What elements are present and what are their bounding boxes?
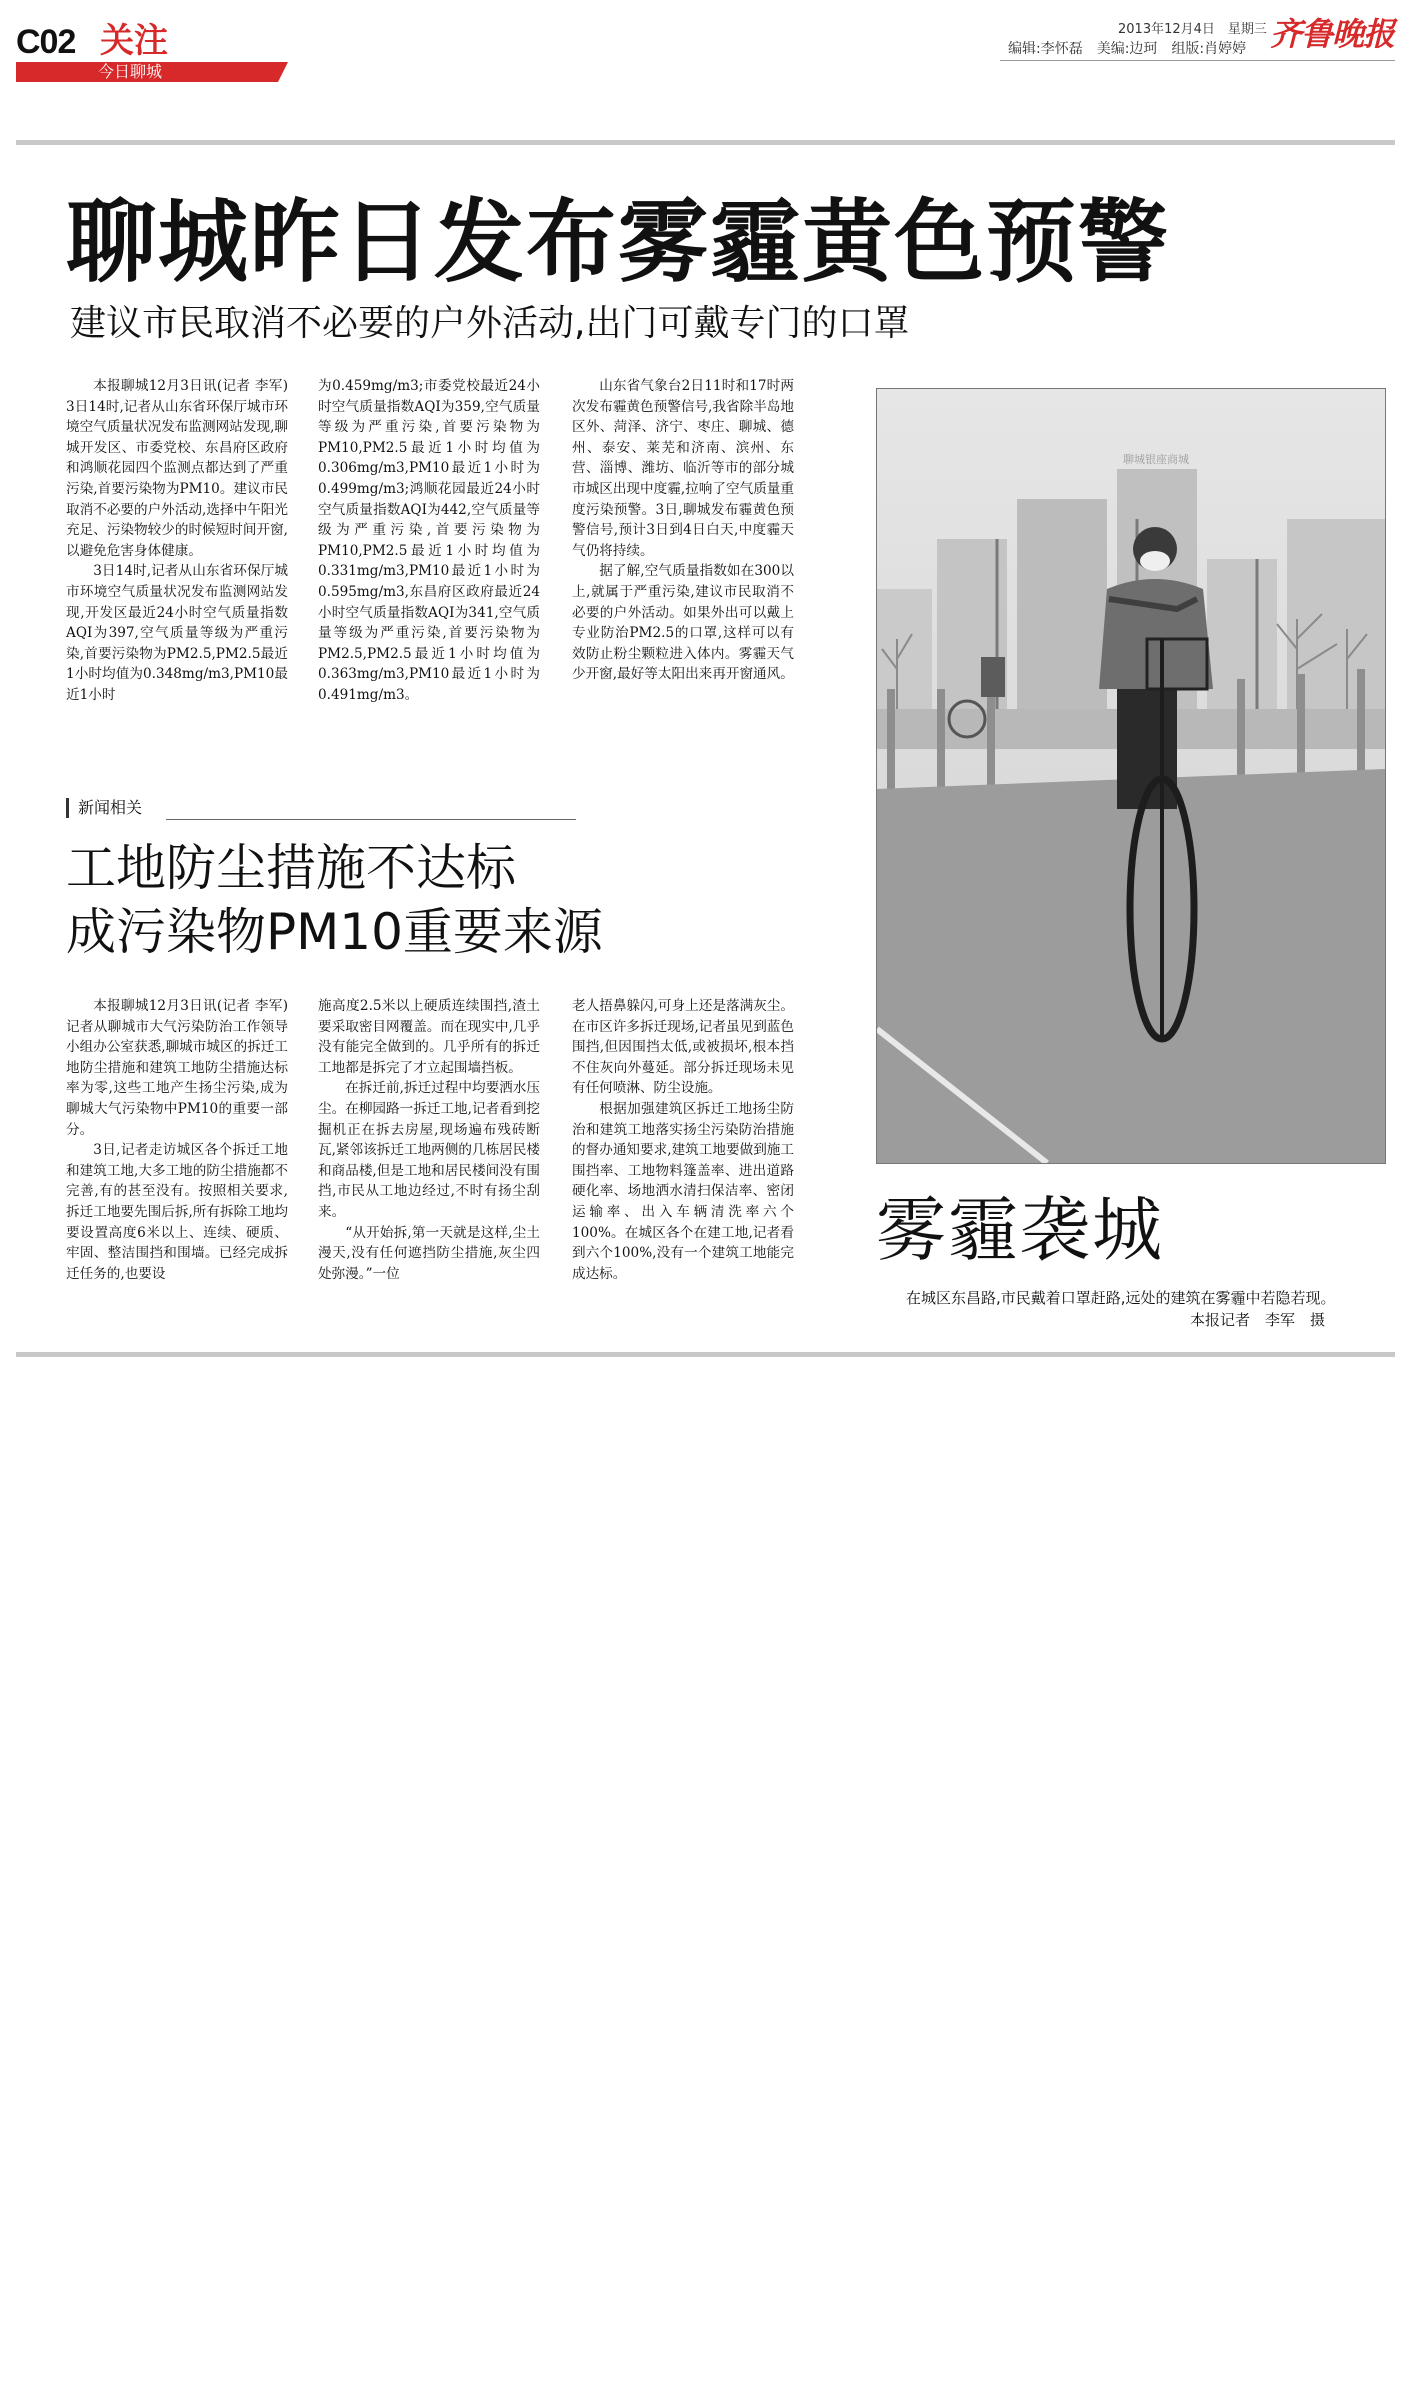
photo-title: 雾霾袭城	[876, 1189, 1164, 1271]
page-code: C02	[16, 23, 76, 61]
editor-credits	[1008, 40, 1260, 58]
newspaper-logo: 齐鲁晚报	[1270, 15, 1395, 53]
article2-column-3	[572, 996, 794, 1284]
related-news-label: 新闻相关	[78, 798, 143, 817]
article1-column-3	[572, 376, 794, 685]
paragraph: 施高度2.5米以上硬质连续围挡,渣土要采取密目网覆盖。而在现实中,几乎没有能完全做到的。几乎所有的拆迁工地都是拆完了才立起围墙挡板。	[318, 998, 540, 1076]
news-photo	[876, 388, 1386, 1164]
photo-caption: 在城区东昌路,市民戴着口罩赶路,远处的建筑在雾霾中若隐若现。	[906, 1289, 1336, 1307]
paragraph: 本报聊城12月3日讯(记者 李军) 记者从聊城市大气污染防治工作领导小组办公室获悉,聊城市城区的拆迁工地防尘措施和建筑工地防尘措施达标率为零,这些工地产生扬尘污染,成为聊城大气污染物中PM10的重要一部分。	[66, 998, 288, 1138]
layout-editor: 组版:肖婷婷	[1171, 41, 1247, 57]
article1-column-2	[318, 376, 540, 706]
paragraph: 3日14时,记者从山东省环保厅城市环境空气质量状况发布监测网站发现,开发区最近24小时空气质量指数AQI为397,空气质量等级为严重污染,首要污染物为PM2.5,PM2.5最近1小时均值为0.348mg/m3,PM10最近1小时	[66, 563, 288, 703]
main-headline: 聊城昨日发布雾霾黄色预警	[66, 190, 1170, 295]
paragraph: 老人捂鼻躲闪,可身上还是落满灰尘。在市区许多拆迁现场,记者虽见到蓝色围挡,但因围挡太低,或被损坏,根本挡不住灰向外蔓延。部分拆迁现场未见有任何喷淋、防尘设施。	[572, 998, 794, 1097]
art-editor: 美编:边珂	[1096, 41, 1158, 57]
paragraph: 据了解,空气质量指数如在300以上,就属于严重污染,建议市民取消不必要的户外活动。如果外出可以戴上专业防治PM2.5的口罩,这样可以有效防止粉尘颗粒进入体内。雾霾天气少开窗,最好等太阳出来再开窗通风。	[572, 563, 794, 683]
secondary-headline	[66, 836, 603, 964]
paragraph: “从开始拆,第一天就是这样,尘土漫天,没有任何遮挡防尘措施,灰尘四处弥漫。”一位	[318, 1224, 540, 1282]
subsection-label: 今日聊城	[98, 62, 163, 81]
paragraph: 3日,记者走访城区各个拆迁工地和建筑工地,大多工地的防尘措施都不完善,有的甚至没有。按照相关要求,拆迁工地要先围后拆,所有拆除工地均要设置高度6米以上、连续、硬质、牢固、整洁围挡和围墙。已经完成拆迁任务的,也要设	[66, 1142, 288, 1282]
issue-date: 2013年12月4日 星期三	[1118, 22, 1267, 37]
building-sign: 聊城银座商城	[1123, 453, 1189, 466]
secondary-headline-line-2: 成污染物PM10重要来源	[66, 903, 603, 961]
main-subhead: 建议市民取消不必要的户外活动,出门可戴专门的口罩	[70, 303, 910, 344]
bottom-divider	[16, 1352, 1395, 1357]
paragraph: 山东省气象台2日11时和17时两次发布霾黄色预警信号,我省除半岛地区外、菏泽、济宁、枣庄、聊城、德州、泰安、莱芜和济南、滨州、东营、淄博、潍坊、临沂等市的部分城市城区出现中度霾,拉响了空气质量重度污染预警。3日,聊城发布霾黄色预警信号,预计3日到4日白天,中度霾天气仍将持续。	[572, 378, 794, 559]
related-news-tag	[66, 796, 576, 820]
paragraph: 在拆迁前,拆迁过程中均要洒水压尘。在柳园路一拆迁工地,记者看到挖掘机正在拆去房屋,现场遍布残砖断瓦,紧邻该拆迁工地两侧的几栋居民楼和商品楼,但是工地和居民楼间没有围挡,市民从工地边经过,不时有扬尘刮来。	[318, 1080, 540, 1220]
editor: 编辑:李怀磊	[1008, 41, 1083, 57]
paragraph: 为0.459mg/m3;市委党校最近24小时空气质量指数AQI为359,空气质量等级为严重污染,首要污染物为PM10,PM2.5最近1小时均值为0.306mg/m3,PM10最近1小时为0.499mg/m3;鸿顺花园最近24小时空气质量指数AQI为442,空气质量等级为严重污染,首要污染物为PM10,PM2.5最近1小时均值为0.331mg/m3,PM10最近1小时为0.595mg/m3,东昌府区政府最近24小时空气质量指数AQI为341,空气质量等级为严重污染,首要污染物为PM2.5,PM2.5最近1小时均值为0.363mg/m3,PM10最近1小时为0.491mg/m3。	[318, 378, 540, 703]
section-title: 关注	[100, 21, 168, 61]
paragraph: 本报聊城12月3日讯(记者 李军) 3日14时,记者从山东省环保厅城市环境空气质量状况发布监测网站发现,聊城开发区、市委党校、东昌府区政府和鸿顺花园四个监测点都达到了严重污染,首要污染物为PM10。建议市民取消不必要的户外活动,选择中午阳光充足、污染物较少的时候短时间开窗,以避免危害身体健康。	[66, 378, 288, 559]
article2-column-1	[66, 996, 288, 1284]
article2-column-2	[318, 996, 540, 1284]
secondary-headline-line-1: 工地防尘措施不达标	[66, 839, 516, 897]
paragraph: 根据加强建筑区拆迁工地扬尘防治和建筑工地落实扬尘污染防治措施的督办通知要求,建筑工地要做到施工围挡率、工地物料篷盖率、进出道路硬化率、场地洒水清扫保洁率、密闭运输率、出入车辆清洗率六个100%。在城区各个在建工地,记者看到六个100%,没有一个建筑工地能完成达标。	[572, 1100, 794, 1282]
photo-credit: 本报记者 李军 摄	[1190, 1311, 1326, 1329]
article1-column-1	[66, 376, 288, 706]
header-rule	[1000, 60, 1395, 61]
section-bar-tip	[278, 62, 288, 82]
top-divider	[16, 140, 1395, 145]
